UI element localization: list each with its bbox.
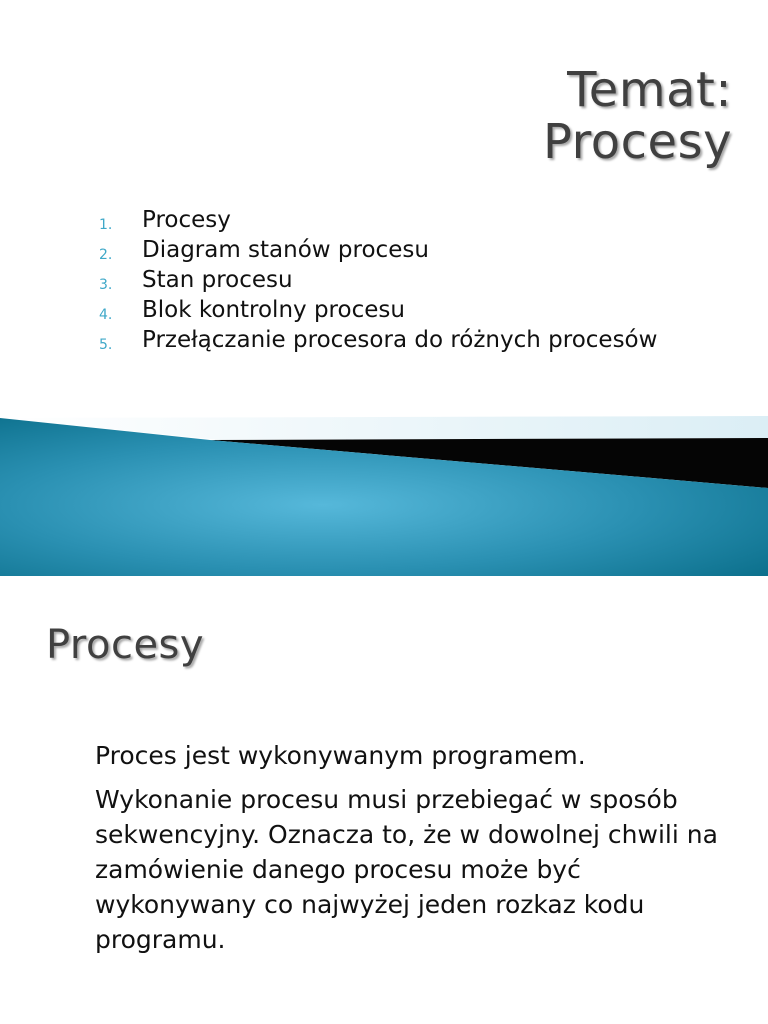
agenda-item-number: 1. bbox=[99, 217, 113, 233]
agenda-item bbox=[99, 297, 659, 323]
agenda-item-number: 5. bbox=[99, 337, 113, 353]
agenda-item-number: 2. bbox=[99, 247, 113, 263]
slide-title bbox=[543, 64, 732, 168]
agenda-item bbox=[99, 267, 659, 293]
agenda-item bbox=[99, 237, 659, 263]
agenda-item-text: Diagram stanów procesu bbox=[142, 237, 429, 263]
agenda-item-text: Procesy bbox=[142, 207, 231, 233]
body-paragraph: Wykonanie procesu musi przebiegać w sposób sekwencyjny. Oznacza to, że w dowolnej chwili na zamówienie danego procesu może być wykonywany co najwyżej jeden rozkaz kodu programu. bbox=[95, 785, 718, 954]
body-paragraph: Proces jest wykonywanym programem. bbox=[95, 741, 586, 770]
agenda-item-text: Blok kontrolny procesu bbox=[142, 297, 405, 323]
slide-title-line-1: Temat: bbox=[567, 62, 732, 118]
decorative-banner bbox=[0, 404, 768, 576]
slide-title-line-2: Procesy bbox=[543, 114, 732, 170]
agenda-item-text: Przełączanie procesora do różnych procesów bbox=[142, 327, 658, 353]
agenda-list bbox=[99, 207, 659, 357]
agenda-item bbox=[99, 327, 659, 353]
agenda-item bbox=[99, 207, 659, 233]
agenda-item-number: 3. bbox=[99, 277, 113, 293]
slide-2-title: Procesy bbox=[46, 622, 205, 668]
agenda-item-number: 4. bbox=[99, 307, 113, 323]
agenda-item-text: Stan procesu bbox=[142, 267, 293, 293]
